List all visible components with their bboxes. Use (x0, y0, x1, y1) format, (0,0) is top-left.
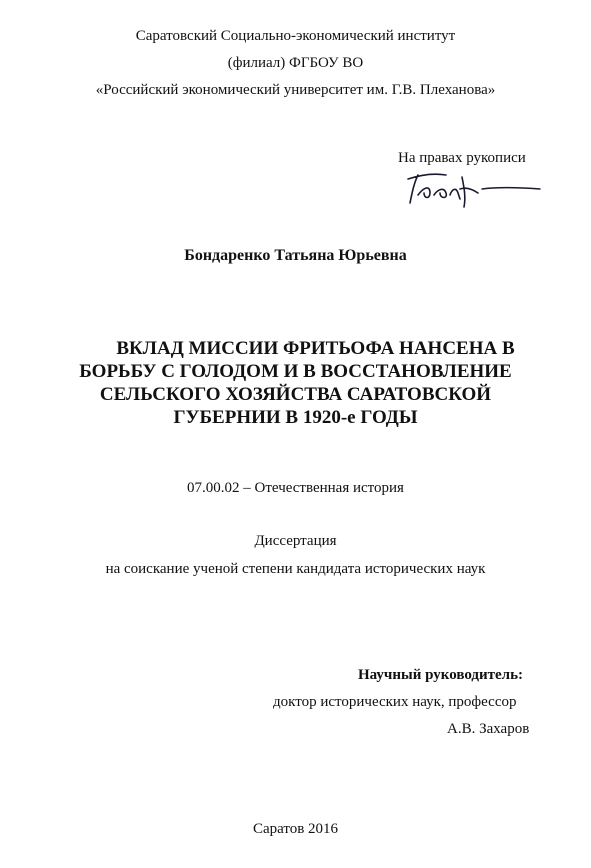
title-line-3: СЕЛЬСКОГО ХОЗЯЙСТВА САРАТОВСКОЙ (99, 384, 492, 405)
doc-type: Диссертация (254, 533, 337, 549)
institution-line-2: (филиал) ФГБОУ ВО (227, 55, 364, 71)
title-line-4: ГУБЕРНИИ В 1920-е ГОДЫ (173, 407, 418, 428)
author-name: Бондаренко Татьяна Юрьевна (184, 247, 407, 264)
supervisor-heading: Научный руководитель: (358, 667, 523, 683)
title-line-1: ВКЛАД МИССИИ ФРИТЬОФА НАНСЕНА В (116, 338, 515, 359)
specialty-code: 07.00.02 – Отечественная история (187, 480, 404, 496)
supervisor-degree: доктор исторических наук, профессор (273, 694, 517, 710)
institution-line-3: «Российский экономический университет им. Г.В. Плеханова» (95, 82, 496, 98)
dissertation-title (30, 337, 561, 429)
city-year: Саратов 2016 (252, 821, 339, 837)
manuscript-note: На правах рукописи (398, 150, 526, 166)
supervisor-name: А.В. Захаров (447, 721, 530, 737)
handwritten-signature (400, 165, 550, 215)
degree-sought: на соискание ученой степени кандидата исторических наук (105, 561, 486, 577)
institution-line-1: Саратовский Социально-экономический институт (135, 28, 456, 44)
title-line-2: БОРЬБУ С ГОЛОДОМ И В ВОССТАНОВЛЕНИЕ (79, 361, 512, 382)
